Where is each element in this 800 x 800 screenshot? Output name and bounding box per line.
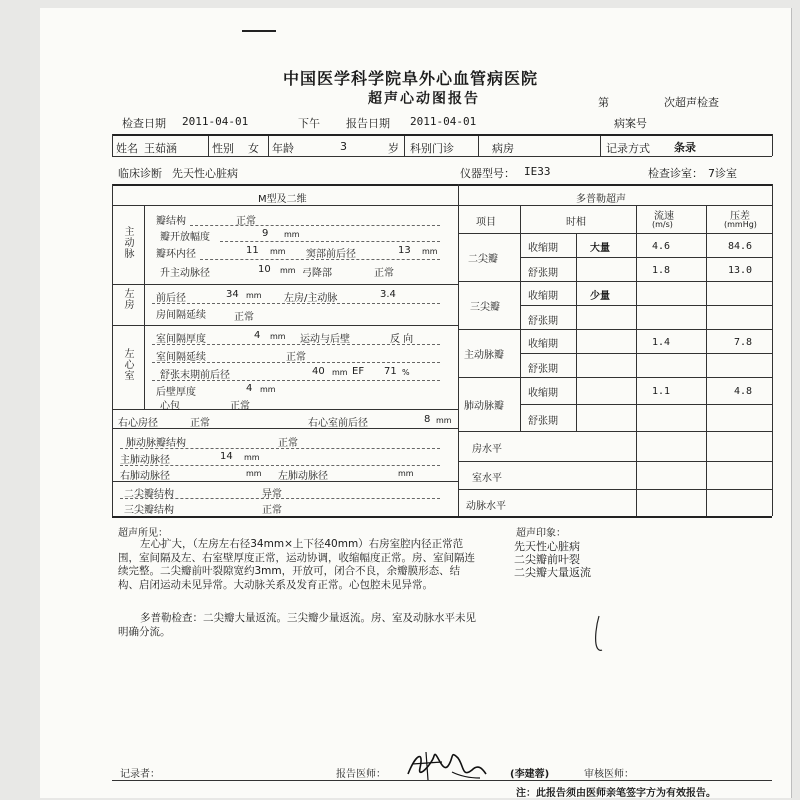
rule	[478, 136, 479, 156]
unit-mm: mm	[270, 247, 286, 256]
visit-prefix: 第	[598, 96, 609, 109]
rule	[520, 305, 772, 306]
impression-line: 二尖瓣大量返流	[514, 566, 591, 579]
lvedd: 40	[312, 366, 325, 377]
exam-date: 2011-04-01	[182, 115, 249, 128]
diagnosis: 先天性心脏病	[172, 167, 238, 180]
impression-line: 先天性心脏病	[514, 540, 580, 553]
exam-date-label: 检查日期	[122, 117, 166, 130]
ias-label: 房间隔延续	[156, 310, 206, 321]
phase-diastole: 舒张期	[528, 316, 558, 327]
rule	[112, 134, 113, 156]
recorder-label: 记录者：	[120, 769, 160, 780]
doppler-col-phase: 时相	[566, 217, 586, 228]
unit-mm: mm	[280, 266, 296, 275]
rule	[458, 377, 772, 378]
phase-diastole: 舒张期	[528, 364, 558, 375]
unit-percent: %	[402, 368, 410, 377]
valve-structure: 正常	[236, 216, 256, 227]
ward-label: 病房	[492, 142, 514, 155]
arch-label: 弓降部	[302, 268, 332, 279]
rule	[152, 380, 440, 381]
motion-label: 运动与后壁	[300, 334, 350, 345]
rule	[112, 205, 772, 206]
pulmonary-sys-pressure: 4.8	[734, 386, 753, 397]
case-no-label: 病案号	[614, 117, 647, 130]
rule	[772, 134, 773, 156]
rule	[458, 461, 772, 462]
top-mark	[242, 30, 276, 32]
mitral-dia-pressure: 13.0	[728, 265, 753, 276]
unit-mm: mm	[244, 453, 260, 462]
report-date-label: 报告日期	[346, 117, 390, 130]
record-mode: 条录	[674, 141, 696, 154]
rule	[772, 184, 773, 516]
reviewer-label: 审核医师：	[584, 769, 634, 780]
doppler-findings-text: 多普勒检查：二尖瓣大量返流。三尖瓣少量返流。房、室及动脉水平未见明确分流。	[118, 612, 476, 638]
rule	[190, 225, 440, 226]
arch: 正常	[374, 268, 394, 279]
report-title: 超声心动图报告	[368, 91, 480, 107]
rule	[120, 465, 440, 466]
atrial-level: 房水平	[472, 444, 502, 455]
mitral-dia-velocity: 1.8	[652, 265, 671, 276]
mitral-sys-grade: 大量	[590, 243, 610, 254]
rule	[520, 404, 772, 405]
la-ao-label: 左房/主动脉	[284, 293, 338, 304]
annulus-label: 瓣环内径	[156, 249, 196, 260]
device-model: IE33	[524, 165, 551, 178]
doppler-title: 多普勒超声	[576, 194, 626, 205]
annulus: 11	[246, 245, 259, 256]
room-label: 检查诊室：	[648, 167, 703, 180]
valve-structure-label: 瓣结构	[156, 216, 186, 227]
doppler-col-pressure: 压差	[730, 211, 750, 222]
pen-mark	[590, 614, 604, 654]
pw-label: 后壁厚度	[156, 387, 196, 398]
unit-mm: mm	[284, 230, 300, 239]
doppler-item-mitral: 二尖瓣	[468, 254, 498, 265]
tricuspid-sys-grade: 少量	[590, 291, 610, 302]
rule	[112, 184, 772, 186]
patient-name: 王茹涵	[144, 142, 177, 155]
sex-label: 性别	[212, 142, 234, 155]
ra: 正常	[190, 418, 210, 429]
doctor-name: (李建蓉)	[510, 769, 550, 780]
unit-mm: mm	[270, 332, 286, 341]
doppler-item-aortic: 主动脉瓣	[464, 350, 504, 361]
tv-structure-label: 三尖瓣结构	[124, 505, 174, 516]
unit-mm: mm	[246, 469, 262, 478]
mv-structure-label: 二尖瓣结构	[124, 489, 174, 500]
pericardium: 正常	[230, 401, 250, 412]
mv-structure: 异常	[262, 489, 282, 500]
rule	[112, 780, 772, 781]
rule	[112, 184, 113, 516]
rule	[520, 257, 772, 258]
ias: 正常	[234, 312, 254, 323]
sinus: 13	[398, 245, 411, 256]
valve-opening: 9	[262, 228, 269, 239]
rule	[458, 233, 772, 234]
rule	[520, 205, 521, 431]
rule	[576, 233, 577, 431]
ef: 71	[384, 366, 397, 377]
rule	[120, 448, 440, 449]
unit-mm: mm	[332, 368, 348, 377]
pv-structure: 正常	[278, 438, 298, 449]
doppler-col-pressure-unit: (mmHg)	[724, 220, 757, 229]
rule	[458, 489, 772, 490]
rule	[120, 498, 440, 499]
rule	[220, 241, 440, 242]
la-ao: 3.4	[380, 289, 396, 300]
rule	[458, 281, 772, 282]
age-label: 年龄	[272, 142, 294, 155]
impression-line: 二尖瓣前叶裂	[514, 553, 580, 566]
sinus-label: 窦部前后径	[306, 249, 356, 260]
mitral-sys-pressure: 84.6	[728, 241, 753, 252]
doppler-col-velocity-unit: (m/s)	[652, 220, 673, 229]
pericardium-label: 心包	[160, 401, 180, 412]
aorta-group-label: 主动脉	[122, 226, 133, 259]
rule	[112, 134, 772, 136]
diagnosis-label: 临床诊断	[118, 167, 162, 180]
mpa-label: 主肺动脉径	[120, 455, 170, 466]
hospital-name: 中国医学科学院阜外心血管病医院	[283, 69, 539, 88]
age-unit: 岁	[388, 142, 399, 155]
lpa-label: 左肺动脉径	[278, 471, 328, 482]
unit-mm: mm	[422, 247, 438, 256]
mmode-title: M型及二维	[258, 194, 307, 205]
rule	[458, 431, 772, 432]
arterial-level: 动脉水平	[466, 501, 506, 512]
rule	[112, 428, 458, 429]
rule	[268, 136, 269, 156]
valve-opening-label: 瓣开放幅度	[160, 232, 210, 243]
ivs-thickness: 4	[254, 330, 261, 341]
ventricular-level: 室水平	[472, 473, 502, 484]
asc-aorta-label: 升主动脉径	[160, 268, 210, 279]
la-ap-label: 前后径	[156, 293, 186, 304]
tv-structure: 正常	[262, 505, 282, 516]
mitral-sys-velocity: 4.6	[652, 241, 671, 252]
ivs-continuity-label: 室间隔延续	[156, 352, 206, 363]
rule	[152, 362, 440, 363]
pw: 4	[246, 383, 253, 394]
rule	[112, 325, 458, 326]
motion: 反 向	[390, 334, 414, 345]
rule	[200, 259, 440, 260]
rv-label: 右心室前后径	[308, 418, 368, 429]
rpa-label: 右肺动脉径	[120, 471, 170, 482]
visit-suffix: 次超声检查	[664, 96, 719, 109]
record-label: 记录方式	[606, 142, 650, 155]
doppler-item-pulmonary: 肺动脉瓣	[464, 401, 504, 412]
department: 科别门诊	[410, 142, 454, 155]
rule	[208, 136, 209, 156]
rule	[706, 205, 707, 516]
report-paper	[40, 8, 792, 798]
patient-sex: 女	[248, 142, 259, 155]
doppler-item-tricuspid: 三尖瓣	[470, 302, 500, 313]
rule	[458, 329, 772, 330]
aortic-sys-velocity: 1.4	[652, 337, 671, 348]
doppler-col-item: 项目	[476, 217, 496, 228]
mpa: 14	[220, 451, 233, 462]
rule	[112, 516, 772, 518]
rule	[152, 303, 440, 304]
report-date: 2011-04-01	[410, 115, 477, 128]
room: 7诊室	[708, 167, 737, 180]
ivs-continuity: 正常	[286, 352, 306, 363]
phase-diastole: 舒张期	[528, 416, 558, 427]
ef-label: EF	[352, 366, 365, 377]
phase-diastole: 舒张期	[528, 268, 558, 279]
rule	[144, 205, 145, 409]
validity-note: 注：此报告须由医师亲笔签字方为有效报告。	[516, 788, 716, 799]
phase-systole: 收缩期	[528, 388, 558, 399]
rv: 8	[424, 414, 431, 425]
rule	[600, 136, 601, 156]
patient-age: 3	[340, 140, 347, 153]
rule	[404, 136, 405, 156]
impression-label: 超声印象：	[516, 528, 566, 539]
pulmonary-sys-velocity: 1.1	[652, 386, 671, 397]
asc-aorta: 10	[258, 264, 271, 275]
lvedd-label: 舒张末期前后径	[160, 370, 230, 381]
doctor-label: 报告医师：	[336, 769, 386, 780]
ra-label: 右心房径	[118, 418, 158, 429]
findings-label: 超声所见：	[118, 528, 168, 539]
rule	[112, 156, 772, 157]
name-label: 姓名	[116, 142, 138, 155]
lv-group-label: 左心室	[122, 348, 133, 381]
rule	[152, 344, 440, 345]
device-label: 仪器型号：	[460, 167, 515, 180]
phase-systole: 收缩期	[528, 339, 558, 350]
phase-systole: 收缩期	[528, 243, 558, 254]
period: 下午	[298, 117, 320, 130]
findings-text: 左心扩大，（左房左右径34mm×上下径40mm）右房室腔内径正常范围，室间隔及左、右室壁厚度正常，运动协调，收缩幅度正常。房、室间隔连续完整。二尖瓣前叶裂隙宽约3mm，开放可，闭合不良，余瓣膜形态、结构、启闭运动未见异常。大动脉关系及发育正常。心包腔未见异常。	[118, 538, 475, 591]
la-group-label: 左房	[122, 288, 133, 310]
rule	[112, 284, 458, 285]
pv-structure-label: 肺动脉瓣结构	[126, 438, 186, 449]
ivs-thickness-label: 室间隔厚度	[156, 334, 206, 345]
rule	[520, 353, 772, 354]
unit-mm: mm	[246, 291, 262, 300]
rule	[636, 205, 637, 516]
aortic-sys-pressure: 7.8	[734, 337, 753, 348]
phase-systole: 收缩期	[528, 291, 558, 302]
la-ap: 34	[226, 289, 239, 300]
doppler-col-velocity: 流速	[654, 211, 674, 222]
unit-mm: mm	[436, 416, 452, 425]
unit-mm: mm	[398, 469, 414, 478]
unit-mm: mm	[260, 385, 276, 394]
